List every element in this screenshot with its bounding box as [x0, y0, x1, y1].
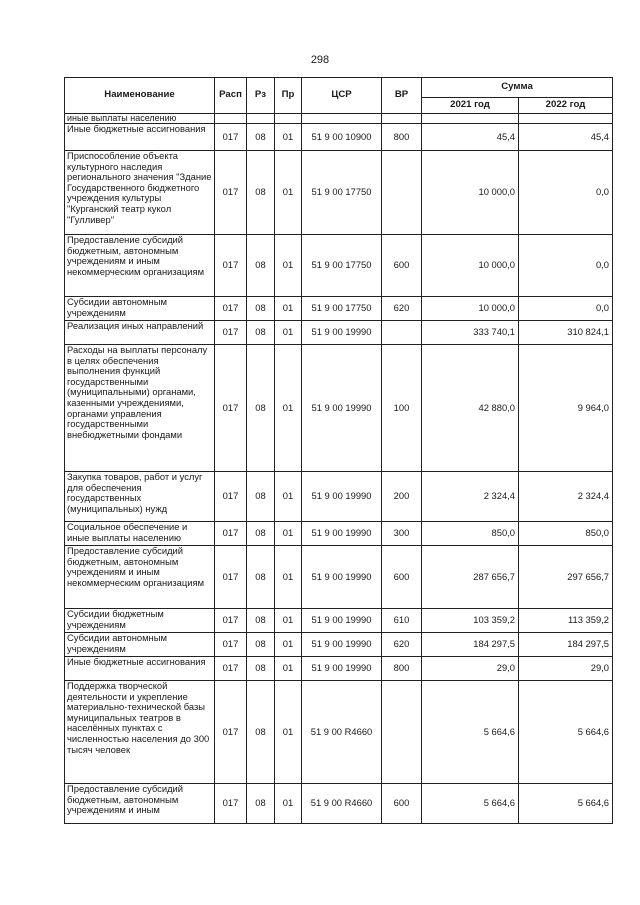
row-rz: 08	[247, 681, 275, 784]
table-row	[65, 657, 613, 681]
row-name: Субсидии автономным учреждениям	[65, 633, 215, 657]
row-csr: 51 9 00 19990	[302, 633, 382, 657]
page-number: 298	[310, 54, 330, 66]
table-row	[65, 784, 613, 824]
row-name: Предоставление субсидий бюджетным, автономным учреждениям и иным	[65, 784, 215, 824]
row-rasp	[215, 114, 247, 124]
row-sum-2022: 5 664,6	[519, 784, 613, 824]
row-rasp: 017	[215, 297, 247, 321]
row-rz: 08	[247, 657, 275, 681]
row-rasp: 017	[215, 681, 247, 784]
row-vr: 100	[382, 345, 422, 472]
row-vr: 600	[382, 784, 422, 824]
row-vr	[382, 321, 422, 345]
row-sum-2021	[422, 114, 519, 124]
table-row	[65, 321, 613, 345]
row-sum-2022: 0,0	[519, 297, 613, 321]
row-vr: 300	[382, 522, 422, 546]
header-2021: 2021 год	[422, 98, 519, 114]
row-rz: 08	[247, 151, 275, 235]
row-csr: 51 9 00 R4660	[302, 681, 382, 784]
row-sum-2021: 45,4	[422, 124, 519, 151]
row-vr: 200	[382, 472, 422, 522]
row-rz: 08	[247, 345, 275, 472]
row-rasp: 017	[215, 657, 247, 681]
row-rasp: 017	[215, 522, 247, 546]
row-rasp: 017	[215, 235, 247, 297]
row-name: Закупка товаров, работ и услуг для обеспечения государственных (муниципальных) нужд	[65, 472, 215, 522]
table-row	[65, 472, 613, 522]
header-sum: Сумма	[422, 78, 613, 98]
table-row	[65, 681, 613, 784]
row-rz: 08	[247, 609, 275, 633]
header-rasp: Расп	[215, 78, 247, 114]
row-sum-2021: 287 656,7	[422, 546, 519, 609]
row-sum-2022: 45,4	[519, 124, 613, 151]
row-sum-2022: 5 664,6	[519, 681, 613, 784]
row-csr: 51 9 00 R4660	[302, 784, 382, 824]
row-rasp: 017	[215, 633, 247, 657]
row-pr: 01	[275, 151, 302, 235]
row-name: Социальное обеспечение и иные выплаты населению	[65, 522, 215, 546]
row-rasp: 017	[215, 345, 247, 472]
row-csr: 51 9 00 10900	[302, 124, 382, 151]
row-name: Предоставление субсидий бюджетным, автономным учреждениям и иным некоммерческим организациям	[65, 235, 215, 297]
row-pr: 01	[275, 297, 302, 321]
row-sum-2021: 2 324,4	[422, 472, 519, 522]
row-rasp: 017	[215, 321, 247, 345]
row-rz: 08	[247, 472, 275, 522]
row-pr: 01	[275, 345, 302, 472]
row-pr	[275, 114, 302, 124]
header-rz: Рз	[247, 78, 275, 114]
table-row	[65, 235, 613, 297]
row-rasp: 017	[215, 472, 247, 522]
row-rz: 08	[247, 522, 275, 546]
row-vr: 600	[382, 546, 422, 609]
row-sum-2022: 850,0	[519, 522, 613, 546]
header-name: Наименование	[65, 78, 215, 114]
row-vr: 600	[382, 235, 422, 297]
row-csr: 51 9 00 19990	[302, 472, 382, 522]
row-sum-2021: 103 359,2	[422, 609, 519, 633]
table-row	[65, 522, 613, 546]
table-row	[65, 114, 613, 124]
row-rasp: 017	[215, 609, 247, 633]
row-sum-2022: 0,0	[519, 235, 613, 297]
row-sum-2022: 113 359,2	[519, 609, 613, 633]
row-rz: 08	[247, 784, 275, 824]
row-rasp: 017	[215, 546, 247, 609]
row-sum-2022: 2 324,4	[519, 472, 613, 522]
row-vr: 800	[382, 657, 422, 681]
row-sum-2022: 29,0	[519, 657, 613, 681]
row-rz: 08	[247, 546, 275, 609]
row-sum-2022	[519, 114, 613, 124]
row-pr: 01	[275, 546, 302, 609]
row-rasp: 017	[215, 784, 247, 824]
row-rasp: 017	[215, 124, 247, 151]
row-pr: 01	[275, 784, 302, 824]
row-name: Субсидии автономным учреждениям	[65, 297, 215, 321]
row-name: Поддержка творческой деятельности и укрепление материально-технической базы муниципальных театров в населённых пунктах с численностью населения до 300 тысяч человек	[65, 681, 215, 784]
row-csr: 51 9 00 19990	[302, 609, 382, 633]
row-sum-2021: 333 740,1	[422, 321, 519, 345]
row-sum-2021: 5 664,6	[422, 784, 519, 824]
row-name: Иные бюджетные ассигнования	[65, 124, 215, 151]
row-sum-2021: 184 297,5	[422, 633, 519, 657]
row-rz: 08	[247, 297, 275, 321]
row-csr: 51 9 00 19990	[302, 321, 382, 345]
row-csr: 51 9 00 17750	[302, 235, 382, 297]
table-row	[65, 633, 613, 657]
table-row	[65, 124, 613, 151]
row-name: Расходы на выплаты персоналу в целях обеспечения выполнения функций государственными (муниципальными) органами, казенными учреждениями, органами управления государственными внебюджетными фондами	[65, 345, 215, 472]
row-vr: 610	[382, 609, 422, 633]
row-rz: 08	[247, 235, 275, 297]
row-name: иные выплаты населению	[65, 114, 215, 124]
header-vr: ВР	[382, 78, 422, 114]
row-rz: 08	[247, 124, 275, 151]
header-pr: Пр	[275, 78, 302, 114]
row-rz: 08	[247, 633, 275, 657]
row-pr: 01	[275, 472, 302, 522]
row-csr: 51 9 00 19990	[302, 345, 382, 472]
row-sum-2021: 10 000,0	[422, 151, 519, 235]
row-pr: 01	[275, 124, 302, 151]
row-sum-2021: 850,0	[422, 522, 519, 546]
row-name: Предоставление субсидий бюджетным, автономным учреждениям и иным некоммерческим организациям	[65, 546, 215, 609]
table-row	[65, 546, 613, 609]
row-sum-2021: 10 000,0	[422, 297, 519, 321]
row-pr: 01	[275, 657, 302, 681]
row-pr: 01	[275, 522, 302, 546]
row-rasp: 017	[215, 151, 247, 235]
row-pr: 01	[275, 681, 302, 784]
row-sum-2022: 9 964,0	[519, 345, 613, 472]
row-pr: 01	[275, 633, 302, 657]
row-sum-2021: 42 880,0	[422, 345, 519, 472]
row-pr: 01	[275, 321, 302, 345]
row-pr: 01	[275, 235, 302, 297]
row-name: Иные бюджетные ассигнования	[65, 657, 215, 681]
row-rz: 08	[247, 321, 275, 345]
row-csr: 51 9 00 17750	[302, 151, 382, 235]
table-row	[65, 151, 613, 235]
row-sum-2021: 5 664,6	[422, 681, 519, 784]
row-sum-2021: 29,0	[422, 657, 519, 681]
table-row	[65, 609, 613, 633]
row-csr: 51 9 00 19990	[302, 546, 382, 609]
table-row	[65, 297, 613, 321]
row-sum-2022: 297 656,7	[519, 546, 613, 609]
row-csr: 51 9 00 17750	[302, 297, 382, 321]
row-pr: 01	[275, 609, 302, 633]
row-name: Приспособление объекта культурного наследия регионального значения "Здание Государственного бюджетного учреждения культуры "Курганский театр кукол "Гулливер"	[65, 151, 215, 235]
row-vr: 620	[382, 633, 422, 657]
row-vr: 620	[382, 297, 422, 321]
header-csr: ЦСР	[302, 78, 382, 114]
row-rz	[247, 114, 275, 124]
row-vr: 800	[382, 124, 422, 151]
budget-table	[64, 77, 613, 824]
row-vr	[382, 151, 422, 235]
row-name: Субсидии бюджетным учреждениям	[65, 609, 215, 633]
row-vr	[382, 114, 422, 124]
header-2022: 2022 год	[519, 98, 613, 114]
row-name: Реализация иных направлений	[65, 321, 215, 345]
row-sum-2022: 184 297,5	[519, 633, 613, 657]
table-row	[65, 345, 613, 472]
row-csr: 51 9 00 19990	[302, 522, 382, 546]
row-vr	[382, 681, 422, 784]
row-sum-2021: 10 000,0	[422, 235, 519, 297]
row-csr: 51 9 00 19990	[302, 657, 382, 681]
row-csr	[302, 114, 382, 124]
row-sum-2022: 310 824,1	[519, 321, 613, 345]
row-sum-2022: 0,0	[519, 151, 613, 235]
